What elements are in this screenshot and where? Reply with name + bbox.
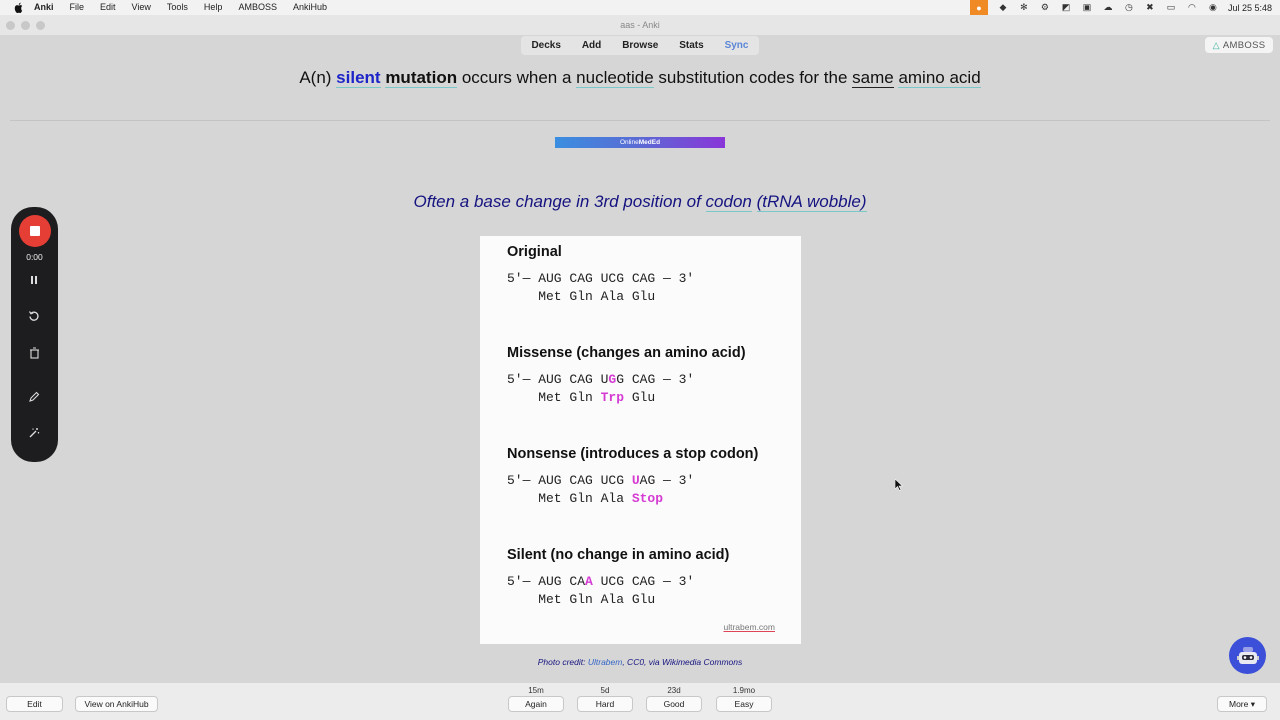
easy-button[interactable]: Easy xyxy=(716,696,772,712)
amboss-label: AMBOSS xyxy=(1222,39,1266,51)
nav-browse[interactable]: Browse xyxy=(622,40,659,51)
view-on-ankihub-button[interactable]: View on AnkiHub xyxy=(75,696,158,712)
menu-datetime[interactable]: Jul 25 5:48 xyxy=(1227,2,1272,13)
nav-stats[interactable]: Stats xyxy=(679,40,704,51)
menu-tools[interactable]: Tools xyxy=(166,2,188,12)
missense-title: Missense (changes an amino acid) xyxy=(507,345,746,361)
silent-title: Silent (no change in amino acid) xyxy=(507,547,730,563)
zoom-window-button[interactable] xyxy=(36,21,45,30)
banner-brand: MedEd xyxy=(638,139,661,146)
magic-wand-icon[interactable] xyxy=(24,423,44,443)
seq-part: 5'— AUG CAG U xyxy=(507,372,609,387)
keyword-mutation[interactable]: mutation xyxy=(385,68,458,87)
cast-icon[interactable]: ◩ xyxy=(1061,2,1071,12)
answer-text: Often a base change in 3rd position of xyxy=(413,192,706,211)
keyword-amino-acid[interactable]: amino acid xyxy=(898,68,981,87)
image-source-label: ultrabem.com xyxy=(723,622,775,632)
window-controls xyxy=(6,21,45,30)
credit-text: , CC0, via Wikimedia Commons xyxy=(622,657,743,667)
nav-sync[interactable]: Sync xyxy=(724,40,749,51)
more-button[interactable]: More ▾ xyxy=(1217,696,1267,712)
robot-assistant-icon[interactable] xyxy=(1229,637,1266,674)
seq-highlight: Stop xyxy=(631,491,664,506)
mouse-cursor-icon xyxy=(895,478,903,490)
again-interval: 15m xyxy=(528,686,544,695)
menu-help[interactable]: Help xyxy=(203,2,223,12)
hard-interval: 5d xyxy=(600,686,610,695)
recorder-toolbar xyxy=(11,207,58,462)
banner-pre: Online xyxy=(619,139,639,146)
clock-icon[interactable]: ◷ xyxy=(1125,2,1133,12)
question-text: occurs when a xyxy=(457,68,577,87)
seq-part: AG — 3' xyxy=(639,473,695,488)
pause-icon[interactable] xyxy=(24,270,44,290)
anki-toolbar xyxy=(0,35,1280,57)
seq-highlight: Trp xyxy=(600,390,625,405)
minimize-window-button[interactable] xyxy=(21,21,30,30)
nonsense-title: Nonsense (introduces a stop codon) xyxy=(507,446,759,462)
keyword-trna-wobble[interactable]: (tRNA wobble) xyxy=(756,192,867,211)
nav-add[interactable]: Add xyxy=(581,40,602,51)
amboss-logo-icon: △ xyxy=(1212,39,1220,50)
original-rna: 5'— AUG CAG UCG CAG — 3' xyxy=(507,271,695,286)
recording-time: 0:00 xyxy=(26,252,43,262)
keyword-silent[interactable]: silent xyxy=(336,68,381,87)
app-icon[interactable]: ✖ xyxy=(1146,2,1154,12)
answer-divider xyxy=(10,120,1270,121)
stop-recording-button[interactable] xyxy=(19,215,51,247)
menu-file[interactable]: File xyxy=(69,2,85,12)
mutation-types-image xyxy=(480,236,801,644)
missense-rna xyxy=(507,371,694,389)
missense-aa xyxy=(507,389,655,407)
good-interval: 23d xyxy=(667,686,681,695)
good-button[interactable]: Good xyxy=(646,696,702,712)
edit-button[interactable]: Edit xyxy=(6,696,63,712)
answer-text xyxy=(752,192,757,211)
card-answer xyxy=(0,192,1280,212)
hard-button[interactable]: Hard xyxy=(577,696,633,712)
menu-bar xyxy=(0,0,1280,15)
seq-part: UCG CAG — 3' xyxy=(592,574,695,589)
again-button[interactable]: Again xyxy=(508,696,564,712)
seq-part: Glu xyxy=(624,390,656,405)
close-window-button[interactable] xyxy=(6,21,15,30)
seq-part: 5'— AUG CAG UCG xyxy=(507,473,632,488)
gear-icon[interactable]: ✻ xyxy=(1020,2,1028,12)
keyword-same: same xyxy=(852,68,894,87)
menu-ankihub[interactable]: AnkiHub xyxy=(292,2,327,12)
wifi-icon[interactable]: ◠ xyxy=(1188,2,1196,12)
apple-icon[interactable] xyxy=(12,0,26,15)
nav-decks[interactable]: Decks xyxy=(531,40,561,51)
nonsense-aa xyxy=(507,490,663,508)
settings-icon[interactable]: ⚙ xyxy=(1040,2,1049,12)
window-title: aas - Anki xyxy=(620,20,660,30)
silent-aa: Met Gln Ala Glu xyxy=(507,592,656,607)
menu-view[interactable]: View xyxy=(131,2,151,12)
onlinemeded-banner xyxy=(555,137,725,148)
question-text: substitution codes for the xyxy=(653,68,853,87)
document-icon[interactable]: ▣ xyxy=(1082,2,1092,12)
restart-icon[interactable] xyxy=(24,306,44,326)
amboss-button[interactable] xyxy=(1205,37,1273,53)
seq-highlight: G xyxy=(608,372,617,387)
cloud-icon[interactable]: ☁ xyxy=(1103,2,1113,12)
keyword-codon[interactable]: codon xyxy=(705,192,752,211)
original-title: Original xyxy=(507,244,562,260)
question-text: A(n) xyxy=(299,68,337,87)
seq-highlight: A xyxy=(585,574,593,589)
seq-part: G CAG — 3' xyxy=(616,372,695,387)
microphone-icon[interactable]: ● xyxy=(970,0,988,15)
menu-edit[interactable]: Edit xyxy=(100,2,116,12)
seq-part: 5'— AUG CA xyxy=(507,574,586,589)
trash-icon[interactable] xyxy=(24,343,44,363)
keyword-nucleotide[interactable]: nucleotide xyxy=(576,68,654,87)
menu-app-name[interactable]: Anki xyxy=(34,2,54,12)
original-aa: Met Gln Ala Glu xyxy=(507,289,656,304)
card-question xyxy=(0,68,1280,88)
review-bottom-bar xyxy=(0,683,1280,720)
dropbox-icon[interactable]: ◆ xyxy=(999,2,1007,12)
main-nav xyxy=(521,36,759,55)
nonsense-rna xyxy=(507,472,694,490)
credit-link[interactable]: Ultrabem xyxy=(587,657,623,667)
battery-icon[interactable]: ▭ xyxy=(1166,2,1176,12)
menu-amboss[interactable]: AMBOSS xyxy=(238,2,277,12)
control-center-icon[interactable]: ◉ xyxy=(1209,2,1217,12)
silent-rna xyxy=(507,573,694,591)
window-title-bar xyxy=(0,15,1280,35)
seq-highlight: U xyxy=(631,473,640,488)
stop-icon xyxy=(30,226,40,236)
easy-interval: 1.9mo xyxy=(732,686,756,695)
seq-part: Met Gln xyxy=(507,390,601,405)
pencil-icon[interactable] xyxy=(24,387,44,407)
photo-credit xyxy=(0,657,1280,667)
credit-text: Photo credit: xyxy=(537,657,588,667)
seq-part: Met Gln Ala xyxy=(507,491,632,506)
